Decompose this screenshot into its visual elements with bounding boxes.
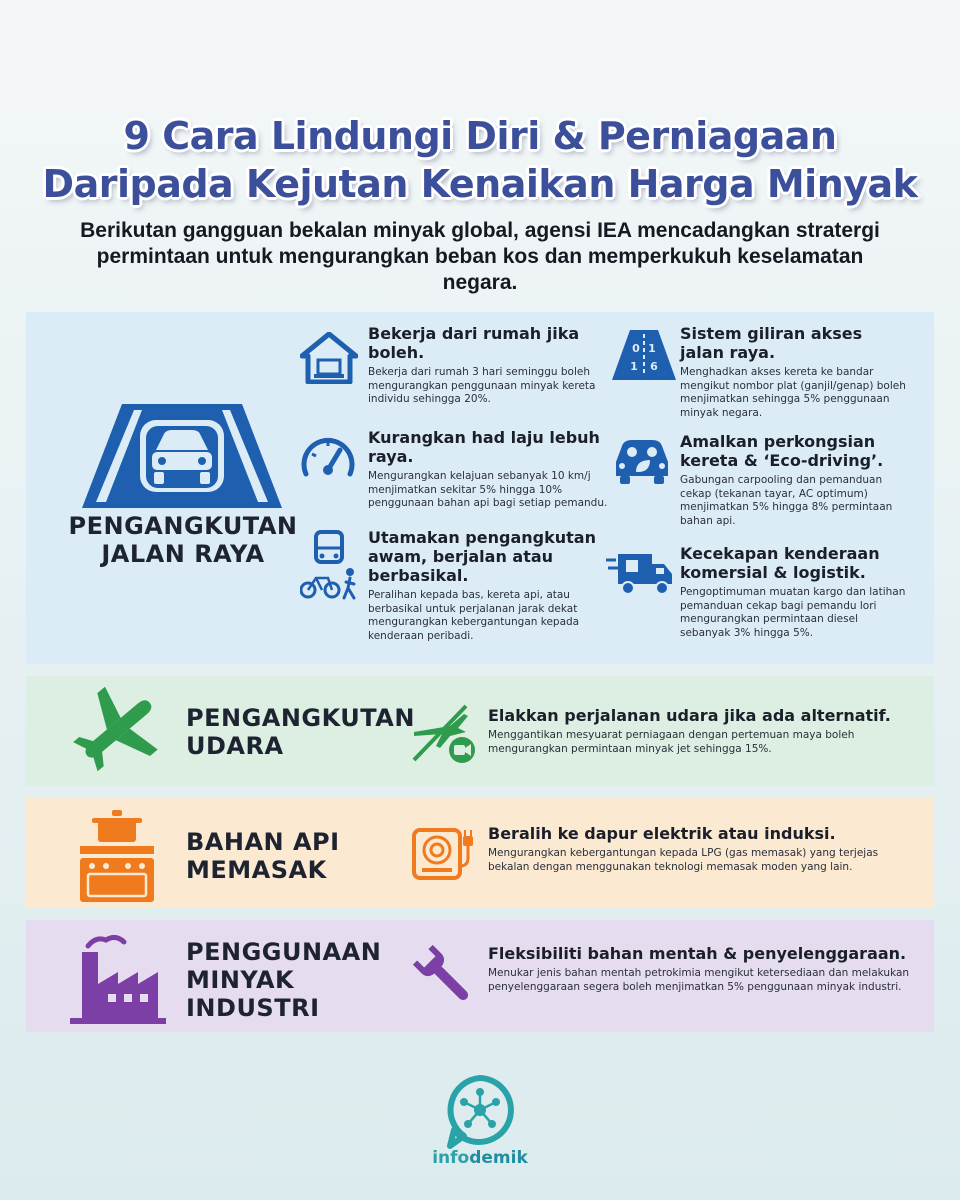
road-car-icon [82, 404, 282, 508]
road-numbers-icon [612, 330, 676, 380]
carpool-eco-icon [610, 432, 674, 486]
industry-item [488, 944, 918, 994]
road-item-text: Gabungan carpooling dan pemanduan cekap (tekanan tayar, AC optimum) menjimatkan 5% hingga 8% permintaan bahan api. [680, 474, 893, 527]
cook-item-title: Beralih ke dapur elektrik atau induksi. [488, 824, 836, 843]
cooking-fuel-panel [26, 798, 934, 908]
road-number-1: 0 [632, 342, 640, 355]
induction-cooker-icon [410, 826, 478, 882]
road-item-logistics [680, 544, 910, 640]
cook-label-line-1: BAHAN API [186, 828, 340, 856]
delivery-truck-icon [606, 550, 674, 596]
cook-label-line-2: MEMASAK [186, 856, 327, 884]
road-item-text: Pengoptimuman muatan kargo dan latihan pemanduan cekap bagi pemandu lori mengurangkan permintaan diesel sebanyak 3% hingga 5%. [680, 586, 906, 639]
brand-name [420, 1148, 540, 1168]
road-item-text: Menghadkan akses kereta ke bandar mengikut nombor plat (ganjil/genap) boleh menjimatkan sehingga 5% penggunaan minyak negara. [680, 366, 906, 419]
road-item-public-transport [368, 528, 608, 643]
road-category-label [58, 512, 308, 568]
cook-category-label [186, 828, 340, 884]
road-number-4: 6 [650, 360, 658, 373]
airplane-icon [70, 686, 162, 776]
air-transport-panel [26, 676, 934, 786]
road-item-access-rotation [680, 324, 910, 420]
road-number-2: 1 [648, 342, 656, 355]
brand-part-2: demik [469, 1148, 528, 1168]
road-item-work-from-home [368, 324, 608, 407]
industry-label-line-2: MINYAK [186, 966, 295, 994]
road-transport-panel [26, 312, 934, 664]
air-label-line-2: UDARA [186, 732, 284, 760]
road-item-title: Sistem giliran akses jalan raya. [680, 324, 863, 362]
road-item-title: Kurangkan had laju lebuh raya. [368, 428, 600, 466]
industry-item-text: Menukar jenis bahan mentah petrokimia mengikut ketersediaan dan melakukan penyelenggaraan segera boleh menjimatkan 5% penggunaan minyak industri. [488, 967, 910, 993]
brand-part-1: info [432, 1148, 470, 1168]
speedometer-icon [300, 430, 356, 480]
bus-bike-walk-icon [300, 530, 362, 600]
cook-item-text: Mengurangkan kebergantungan kepada LPG (gas memasak) yang terjejas bekalan dengan menggunakan teknologi memasak moden yang lain. [488, 847, 879, 873]
no-flight-video-call-icon [410, 702, 476, 766]
road-item-text: Peralihan kepada bas, kereta api, atau berbasikal untuk perjalanan jarak dekat mengurangkan kebergantungan kepada kenderaan peribadi. [368, 589, 580, 642]
road-item-carpool [680, 432, 910, 528]
air-item-title: Elakkan perjalanan udara jika ada alternatif. [488, 706, 891, 725]
air-item-text: Menggantikan mesyuarat perniagaan dengan pertemuan maya boleh mengurangkan permintaan minyak jet sehingga 15%. [488, 729, 855, 755]
air-category-label [186, 704, 415, 760]
industry-label-line-3: INDUSTRI [186, 994, 320, 1022]
cook-item [488, 824, 908, 874]
road-item-title: Kecekapan kenderaan komersial & logistik. [680, 544, 880, 582]
road-item-text: Mengurangkan kelajuan sebanyak 10 km/j menjimatkan sekitar 5% hingga 10% penggunaan bahan api bagi setiap pemandu. [368, 470, 608, 509]
industry-label-line-1: PENGGUNAAN [186, 938, 382, 966]
road-label-line-2: JALAN RAYA [101, 540, 265, 568]
industry-item-title: Fleksibiliti bahan mentah & penyelenggaraan. [488, 944, 907, 963]
industry-category-label [186, 938, 381, 1022]
air-label-line-1: PENGANGKUTAN [186, 704, 415, 732]
wrench-icon [412, 944, 476, 1008]
factory-icon [66, 932, 166, 1024]
subtitle: Berikutan gangguan bekalan minyak global, agensi IEA mencadangkan stratergi permintaan untuk mengurangkan beban kos dan memperkukuh keselamatan negara. [80, 219, 880, 294]
gas-stove-icon [76, 806, 158, 902]
road-label-line-1: PENGANGKUTAN [68, 512, 298, 540]
air-item [488, 706, 908, 756]
road-item-text: Bekerja dari rumah 3 hari seminggu boleh mengurangkan penggunaan minyak kereta individu sehingga 20%. [368, 366, 596, 405]
road-item-title: Utamakan pengangkutan awam, berjalan atau berbasikal. [368, 528, 596, 585]
road-item-speed-limit [368, 428, 608, 511]
industry-panel [26, 920, 934, 1032]
page-title [0, 112, 960, 208]
house-laptop-icon [300, 332, 358, 384]
title-line-2: Daripada Kejutan Kenaikan Harga Minyak [42, 162, 918, 206]
road-item-title: Bekerja dari rumah jika boleh. [368, 324, 580, 362]
road-number-3: 1 [630, 360, 638, 373]
road-item-title: Amalkan perkongsian kereta & ‘Eco-driving’. [680, 432, 884, 470]
title-line-1: 9 Cara Lindungi Diri & Perniagaan [123, 114, 837, 158]
